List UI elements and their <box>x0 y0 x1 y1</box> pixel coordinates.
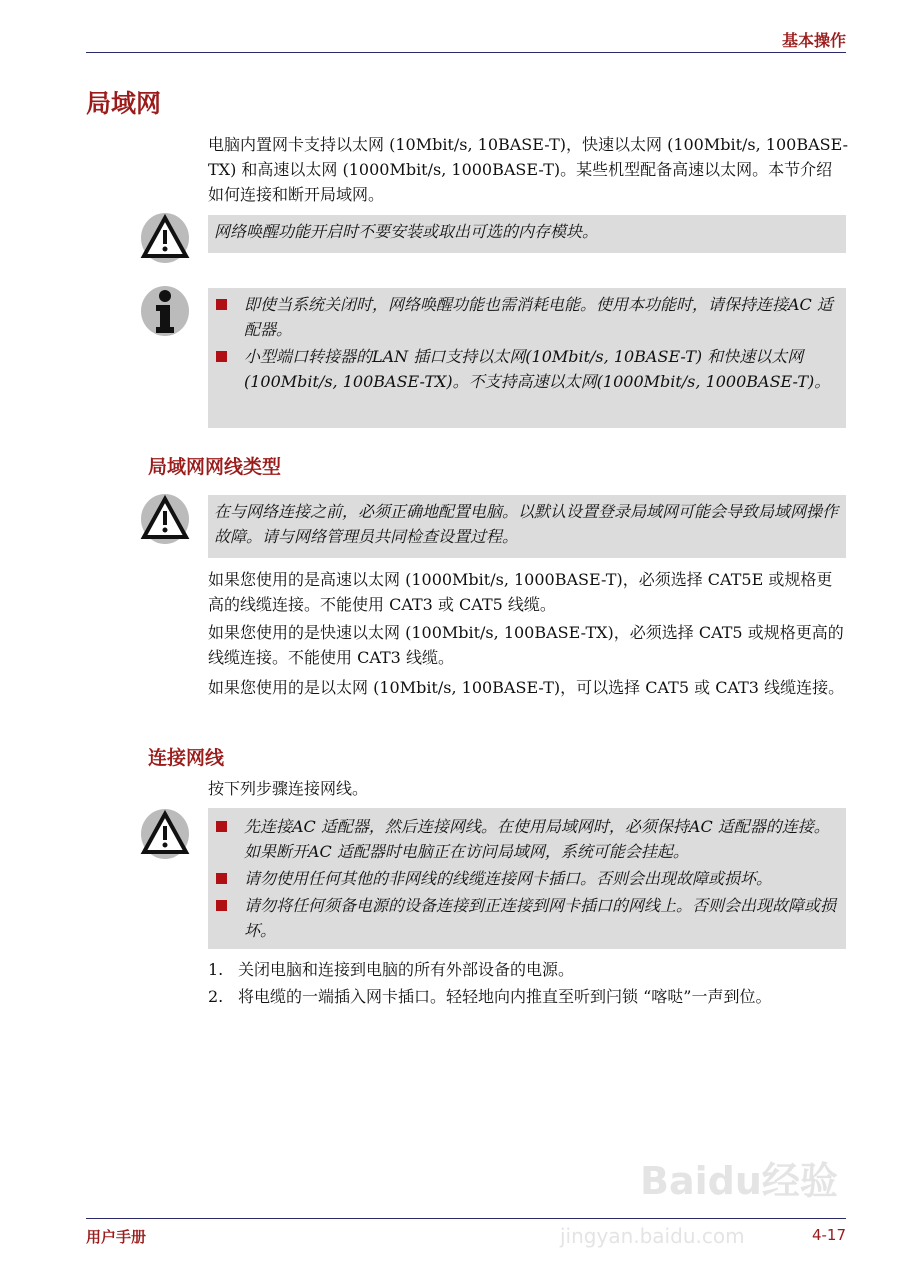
connect-cable-content <box>208 808 848 1009</box>
header-rule <box>86 52 846 53</box>
page-number: 4-17 <box>811 1226 846 1244</box>
step-item <box>208 984 848 1009</box>
warning-icon <box>140 212 190 264</box>
caution-text: 先连接AC 适配器，然后连接网线。在使用局域网时，必须保持AC 适配器的连接。如果断开AC 适配器时电脑正在访问局域网，系统可能会挂起。 <box>244 817 830 861</box>
page-title: 局域网 <box>86 89 162 118</box>
watermark-logo: Baidu经验 <box>640 1159 838 1203</box>
bullet-icon <box>216 900 227 911</box>
bullet-icon <box>216 351 227 362</box>
info-icon <box>140 285 190 337</box>
note-text: 小型端口转接器的LAN 插口支持以太网(10Mbit/s, 10BASE-T) 和快速以太网(100Mbit/s, 100BASE-TX)。不支持高速以太网(1000Mbit/s, 1000BASE-T)。 <box>244 347 831 391</box>
step-text: 关闭电脑和连接到电脑的所有外部设备的电源。 <box>238 960 575 979</box>
warning-icon <box>140 493 190 545</box>
paragraph: 如果您使用的是高速以太网 (1000Mbit/s, 1000BASE-T)，必须选择 CAT5E 或规格更高的线缆连接。不能使用 CAT3 或 CAT5 线缆。 <box>208 570 833 614</box>
note-item <box>214 344 840 394</box>
bullet-icon <box>216 873 227 884</box>
section-heading: 局域网网线类型 <box>148 456 282 478</box>
paragraph: 如果您使用的是快速以太网 (100Mbit/s, 100BASE-TX)，必须选择 CAT5 或规格更高的线缆连接。不能使用 CAT3 线缆。 <box>208 623 844 667</box>
caution-box <box>208 808 846 949</box>
note-item <box>214 292 840 342</box>
caution-text: 网络唤醒功能开启时不要安装或取出可选的内存模块。 <box>214 222 599 241</box>
intro-paragraph: 电脑内置网卡支持以太网 (10Mbit/s, 10BASE-T)，快速以太网 (100Mbit/s, 100BASE-TX) 和高速以太网 (1000Mbit/s, 1000BASE-T)。某些机型配备高速以太网。本节介绍如何连接和断开局域网。 <box>208 135 849 204</box>
paragraph: 按下列步骤连接网线。 <box>208 779 369 798</box>
note-box <box>208 288 846 428</box>
step-number: 1. <box>208 960 224 979</box>
step-list <box>208 957 848 1009</box>
caution-text: 请勿使用任何其他的非网线的线缆连接网卡插口。否则会出现故障或损坏。 <box>244 869 773 888</box>
bullet-icon <box>216 821 227 832</box>
note-text: 即使当系统关闭时，网络唤醒功能也需消耗电能。使用本功能时，请保持连接AC 适配器。 <box>244 295 833 339</box>
caution-item <box>214 866 840 891</box>
bullet-icon <box>216 299 227 310</box>
paragraph: 如果您使用的是以太网 (10Mbit/s, 100BASE-T)，可以选择 CAT5 或 CAT3 线缆连接。 <box>208 678 845 697</box>
warning-icon <box>140 808 190 860</box>
section-heading: 连接网线 <box>148 747 225 769</box>
step-text: 将电缆的一端插入网卡插口。轻轻地向内推直至听到闩锁 “喀哒”一声到位。 <box>238 987 772 1006</box>
caution-box <box>208 495 846 558</box>
caution-text: 请勿将任何须备电源的设备连接到正连接到网卡插口的网线上。否则会出现故障或损坏。 <box>244 896 837 940</box>
footer-rule <box>86 1218 846 1219</box>
step-number: 2. <box>208 987 224 1006</box>
watermark-url: jingyan.baidu.com <box>560 1224 745 1248</box>
caution-box <box>208 215 846 253</box>
caution-item <box>214 893 840 943</box>
running-header: 基本操作 <box>781 31 846 50</box>
caution-text: 在与网络连接之前，必须正确地配置电脑。以默认设置登录局域网可能会导致局域网操作故障。请与网络管理员共同检查设置过程。 <box>214 502 839 546</box>
step-item <box>208 957 848 982</box>
caution-item <box>214 814 840 864</box>
footer-title: 用户手册 <box>86 1228 147 1246</box>
